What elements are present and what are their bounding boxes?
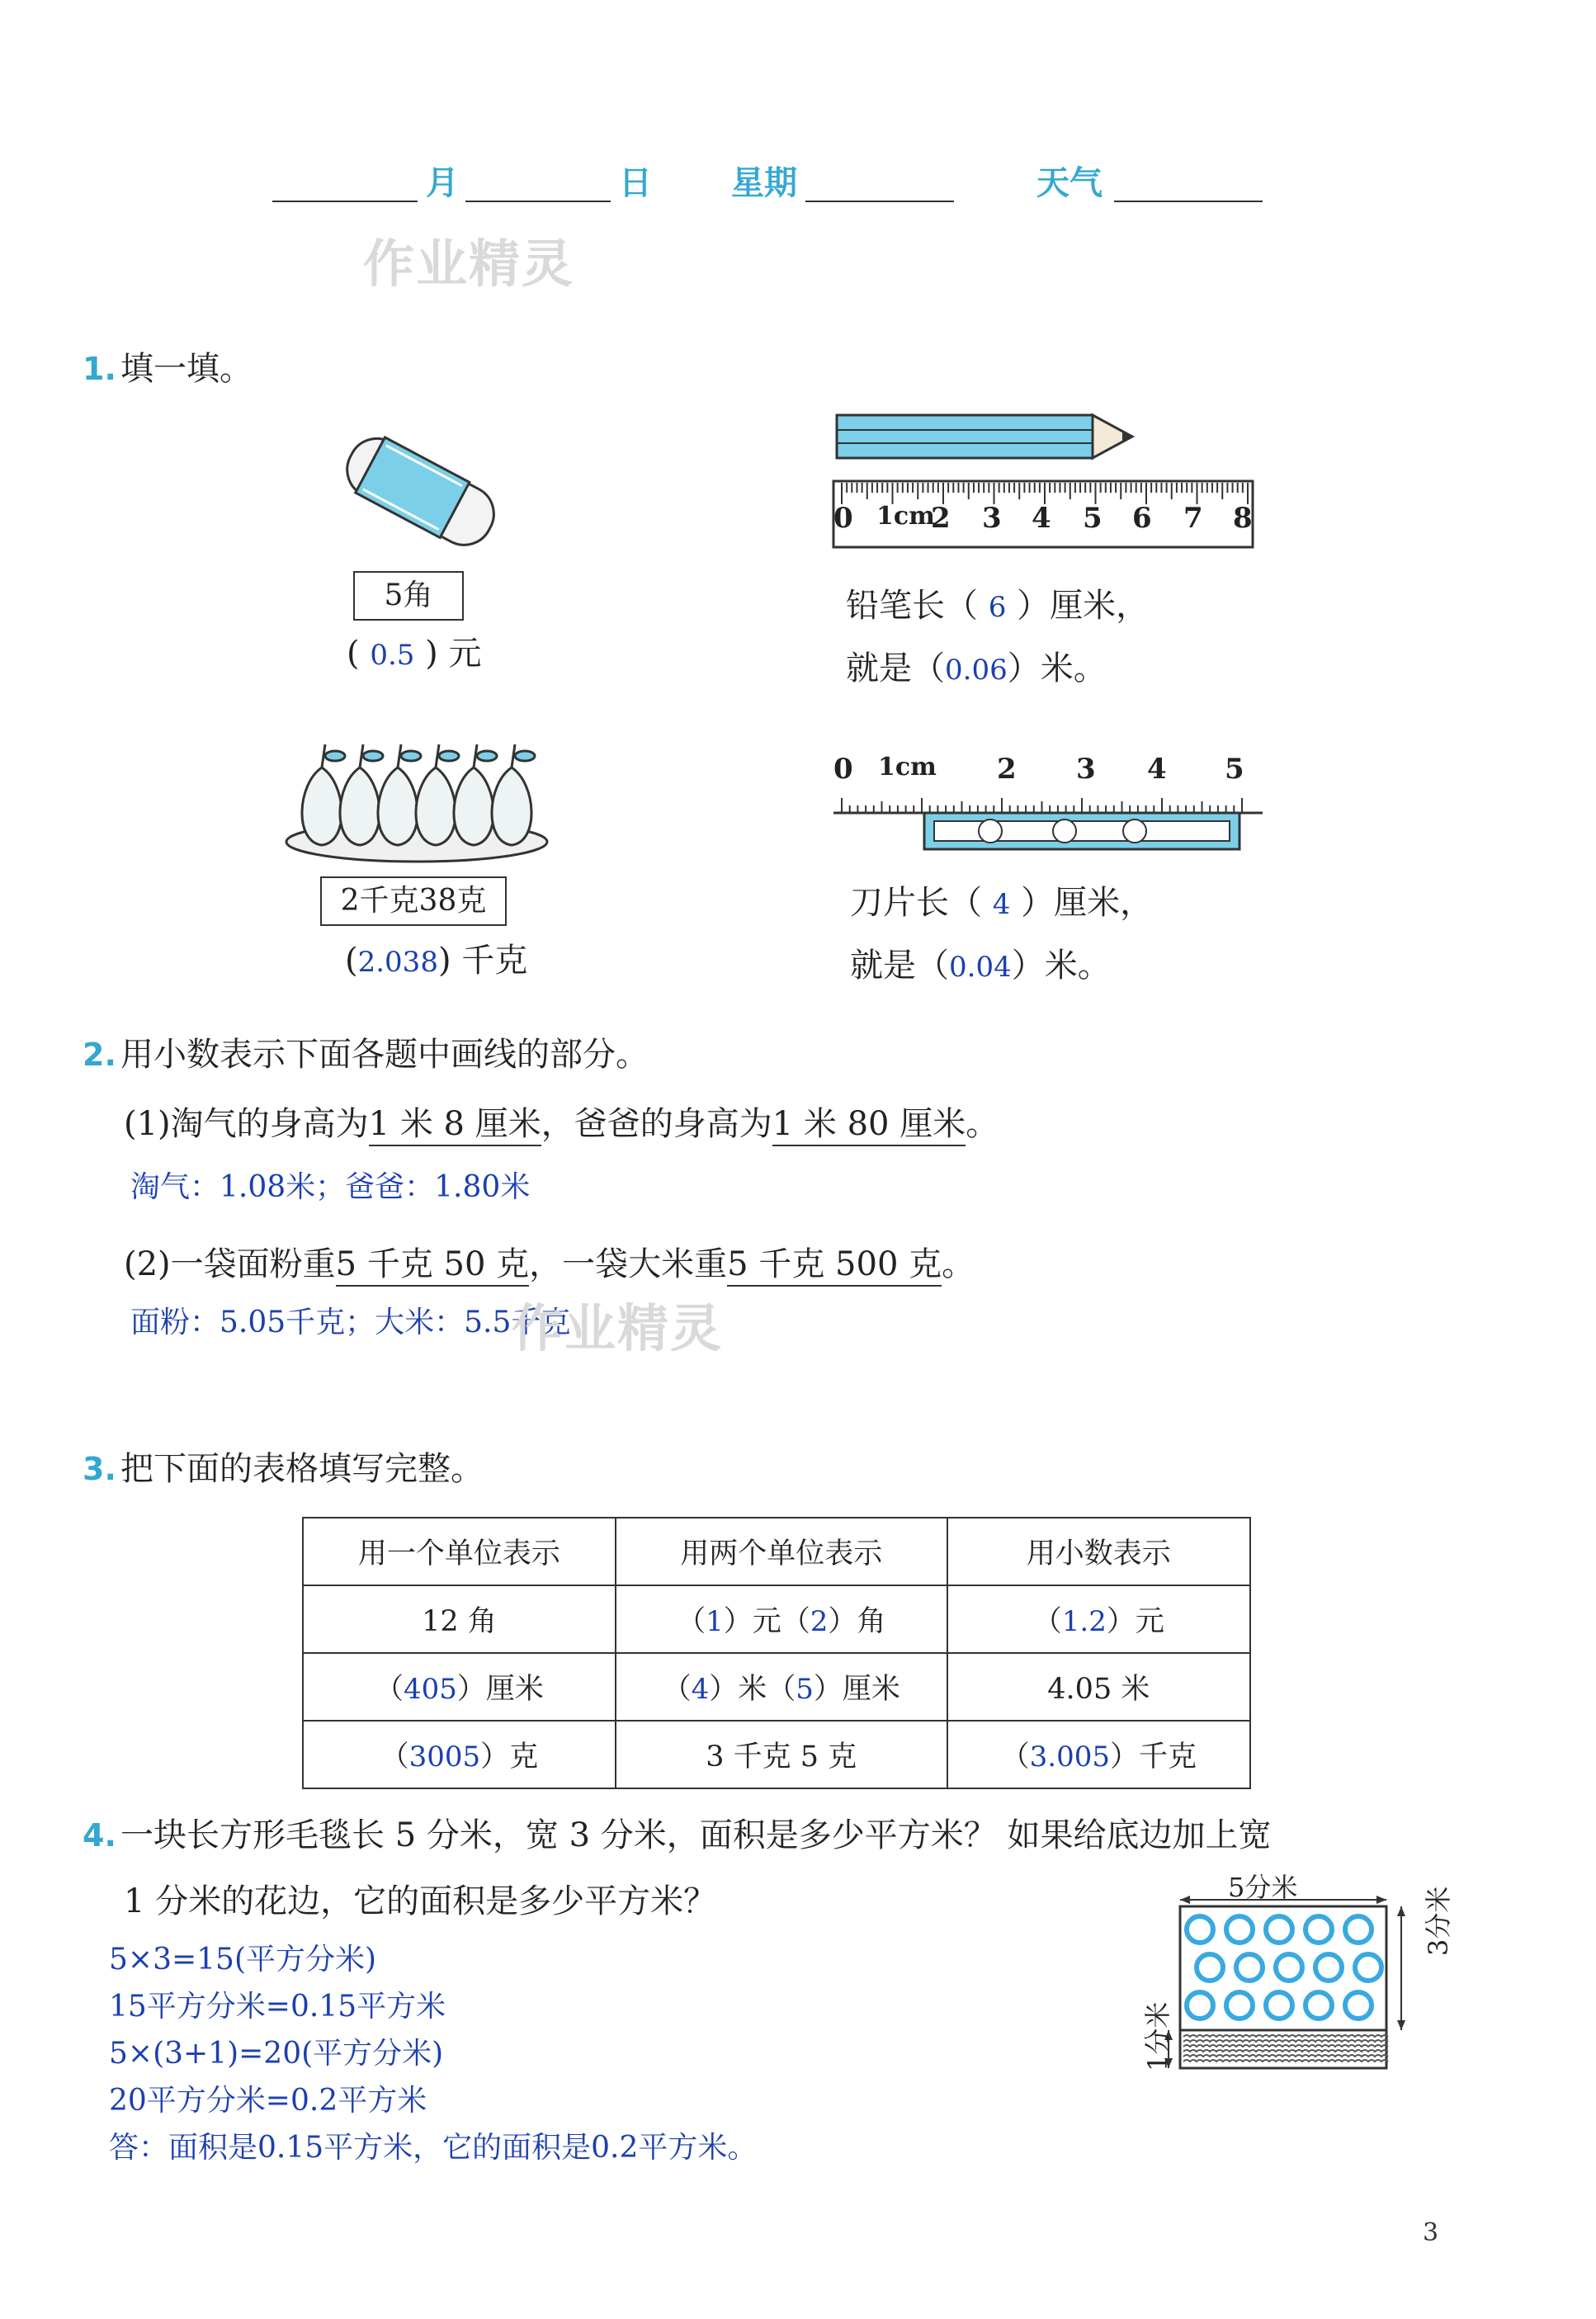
tick-5: 5 bbox=[1083, 502, 1103, 535]
q3-number: 3. bbox=[83, 1451, 116, 1487]
q2-p2-c: 。 bbox=[942, 1245, 975, 1283]
unit-text: ）米（ bbox=[709, 1673, 796, 1706]
table-cell: 4.05 米 bbox=[947, 1653, 1250, 1721]
q2-p1-c: 。 bbox=[966, 1105, 999, 1143]
table-cell bbox=[303, 1653, 616, 1721]
blade-length-line bbox=[850, 876, 1153, 923]
q4-answer-line: 20平方分米=0.2平方米 bbox=[109, 2084, 427, 2118]
fig-label-right: 3分米 bbox=[1423, 1886, 1454, 1956]
unit-text: ）角 bbox=[828, 1605, 886, 1638]
answer-kg[interactable]: 3.005 bbox=[1029, 1740, 1110, 1773]
answer-yuan[interactable]: 1 bbox=[706, 1605, 724, 1638]
q2-p2-b: ，一袋大米重 bbox=[529, 1245, 728, 1283]
unit-text: ）克 bbox=[480, 1740, 539, 1773]
table-row bbox=[303, 1653, 1250, 1721]
tick-4: 4 bbox=[1032, 502, 1051, 535]
q2-number: 2. bbox=[83, 1037, 116, 1073]
q3-title bbox=[83, 1443, 484, 1490]
unit-text: ）千克 bbox=[1109, 1740, 1197, 1773]
answer-jiao[interactable]: 2 bbox=[810, 1605, 829, 1638]
weather-blank[interactable] bbox=[1114, 200, 1263, 202]
q4-title bbox=[83, 1809, 1271, 1856]
table-cell bbox=[616, 1653, 947, 1721]
q4-answer-line: 答：面积是0.15平方米，它的面积是0.2平方米。 bbox=[109, 2131, 758, 2165]
answer-cm[interactable]: 405 bbox=[403, 1673, 457, 1706]
tick-1cm: 1cm bbox=[876, 502, 935, 531]
pencil-ruler-labels bbox=[825, 495, 1263, 545]
unit-text: ）元（ bbox=[723, 1605, 810, 1638]
paren-open: ( bbox=[345, 942, 358, 980]
table-cell bbox=[616, 1585, 947, 1653]
page-number: 3 bbox=[1423, 2218, 1439, 2247]
pears-unit: 千克 bbox=[461, 942, 528, 980]
tick-1cm: 1cm bbox=[878, 753, 937, 782]
q2-title bbox=[83, 1028, 649, 1075]
q2-part2 bbox=[124, 1238, 975, 1285]
q2-p1-underlined-2: 1 米 80 厘米 bbox=[772, 1105, 966, 1146]
pencil-pre: 铅笔长（ bbox=[846, 587, 978, 625]
tick-2: 2 bbox=[997, 753, 1017, 786]
table-header: 用两个单位表示 bbox=[616, 1518, 947, 1585]
blade-meter-line bbox=[850, 939, 1111, 986]
table-row bbox=[303, 1721, 1250, 1788]
month-label: 月 bbox=[426, 164, 459, 202]
q4-number: 4. bbox=[83, 1817, 116, 1854]
tick-7: 7 bbox=[1183, 502, 1203, 535]
table-cell: 12 角 bbox=[303, 1585, 616, 1653]
tick-5: 5 bbox=[1225, 753, 1244, 786]
answer-g[interactable]: 3005 bbox=[408, 1740, 481, 1773]
paren-close: ) bbox=[425, 635, 438, 673]
pencil-answer-cm[interactable]: 6 bbox=[988, 591, 1007, 624]
day-blank[interactable] bbox=[465, 200, 611, 202]
paren-open: ( bbox=[347, 635, 360, 673]
pears-weight-box: 2千克38克 bbox=[320, 876, 507, 926]
eraser-answer[interactable]: 0.5 bbox=[370, 639, 415, 672]
table-cell: 3 千克 5 克 bbox=[616, 1721, 947, 1788]
q2-part1 bbox=[124, 1098, 999, 1145]
paren-open: （ bbox=[1000, 1740, 1030, 1773]
q2-answer-1[interactable]: 淘气：1.08米；爸爸：1.80米 bbox=[130, 1170, 531, 1204]
eraser-unit: 元 bbox=[448, 635, 482, 673]
answer-m[interactable]: 4 bbox=[691, 1673, 710, 1706]
paren-open: （ bbox=[677, 1605, 706, 1638]
blade-ruler-illustration bbox=[825, 788, 1271, 854]
paren-open: （ bbox=[380, 1740, 409, 1773]
q2-p2-underlined-1: 5 千克 50 克 bbox=[336, 1245, 530, 1287]
tick-8: 8 bbox=[1233, 502, 1253, 535]
table-cell bbox=[947, 1585, 1250, 1653]
tick-4: 4 bbox=[1147, 753, 1167, 786]
q2-answer-2[interactable]: 面粉：5.05千克；大米：5.5千克 bbox=[130, 1306, 571, 1339]
pencil-length-line bbox=[846, 579, 1149, 626]
pears-illustration bbox=[281, 734, 553, 867]
q4-work[interactable] bbox=[109, 1936, 757, 2171]
paren-open: （ bbox=[1032, 1605, 1062, 1638]
q1-text: 填一填。 bbox=[120, 350, 253, 388]
pencil-post: ）厘米， bbox=[1017, 587, 1150, 625]
eraser-illustration bbox=[326, 429, 516, 553]
blade-pre2: 就是（ bbox=[850, 947, 949, 985]
tick-2: 2 bbox=[931, 502, 951, 535]
fig-label-top: 5分米 bbox=[1228, 1872, 1298, 1903]
watermark: 作业精灵 bbox=[512, 1298, 724, 1358]
tick-3: 3 bbox=[1076, 753, 1096, 786]
day-label: 日 bbox=[619, 164, 652, 202]
weekday-blank[interactable] bbox=[805, 200, 954, 202]
q4-answer-line: 5×3=15(平方分米) bbox=[109, 1943, 377, 1977]
blade-answer-cm[interactable]: 4 bbox=[992, 888, 1011, 921]
paren-open: （ bbox=[374, 1673, 404, 1706]
unit-text: ）厘米 bbox=[456, 1673, 544, 1706]
pears-answer[interactable]: 2.038 bbox=[357, 946, 438, 979]
fig-label-left: 1分米 bbox=[1142, 2001, 1173, 2071]
q4-line1: 一块长方形毛毯长 5 分米，宽 3 分米，面积是多少平方米？ 如果给底边加上宽 bbox=[120, 1816, 1272, 1854]
q1-title bbox=[83, 342, 253, 390]
q2-p1-a: (1)淘气的身高为 bbox=[124, 1105, 369, 1143]
blade-post2: ）米。 bbox=[1011, 947, 1111, 985]
table-header: 用小数表示 bbox=[947, 1518, 1250, 1585]
pears-answer-line bbox=[345, 934, 527, 981]
tick-3: 3 bbox=[982, 502, 1002, 535]
blade-answer-m[interactable]: 0.04 bbox=[949, 951, 1012, 984]
blade-pre: 刀片长（ bbox=[850, 884, 982, 922]
q1-number: 1. bbox=[83, 351, 116, 387]
answer-cm[interactable]: 5 bbox=[796, 1673, 814, 1706]
pencil-answer-m[interactable]: 0.06 bbox=[945, 654, 1008, 687]
q2-p1-underlined-1: 1 米 8 厘米 bbox=[369, 1105, 541, 1146]
eraser-answer-line bbox=[347, 627, 481, 674]
paren-open: （ bbox=[662, 1673, 692, 1706]
table-cell bbox=[303, 1721, 616, 1788]
eraser-price-box: 5角 bbox=[353, 571, 464, 621]
q2-p2-underlined-2: 5 千克 500 克 bbox=[727, 1245, 942, 1287]
pencil-meter-line bbox=[846, 642, 1107, 689]
q4-answer-line: 15平方分米=0.15平方米 bbox=[109, 1990, 446, 2024]
q2-p1-b: ，爸爸的身高为 bbox=[541, 1105, 772, 1143]
table-cell bbox=[947, 1721, 1250, 1788]
table-row bbox=[303, 1585, 1250, 1653]
q2-text: 用小数表示下面各题中画线的部分。 bbox=[120, 1036, 649, 1074]
date-header bbox=[272, 157, 1312, 206]
answer-decimal[interactable]: 1.2 bbox=[1061, 1605, 1107, 1638]
q4-line2: 1 分米的花边，它的面积是多少平方米？ bbox=[124, 1882, 717, 1920]
q4-answer-line: 5×(3+1)=20(平方分米) bbox=[109, 2037, 444, 2071]
month-blank[interactable] bbox=[272, 200, 418, 202]
paren-close: ) bbox=[437, 942, 451, 980]
q2-p2-a: (2)一袋面粉重 bbox=[124, 1245, 336, 1283]
unit-text: ）元 bbox=[1106, 1605, 1164, 1638]
q3-text: 把下面的表格填写完整。 bbox=[120, 1450, 484, 1488]
tick-6: 6 bbox=[1132, 502, 1152, 535]
tick-0: 0 bbox=[833, 753, 853, 786]
blade-post: ）厘米， bbox=[1021, 884, 1154, 922]
weekday-label: 星期 bbox=[731, 164, 797, 202]
conversion-table bbox=[302, 1517, 1251, 1789]
watermark: 作业精灵 bbox=[363, 234, 575, 294]
table-header: 用一个单位表示 bbox=[303, 1518, 616, 1585]
pencil-post2: ）米。 bbox=[1007, 649, 1107, 687]
unit-text: ）厘米 bbox=[813, 1673, 900, 1706]
tick-0: 0 bbox=[833, 502, 853, 535]
weather-label: 天气 bbox=[1036, 164, 1103, 202]
table-header-row bbox=[303, 1518, 1250, 1585]
pencil-pre2: 就是（ bbox=[846, 649, 945, 687]
